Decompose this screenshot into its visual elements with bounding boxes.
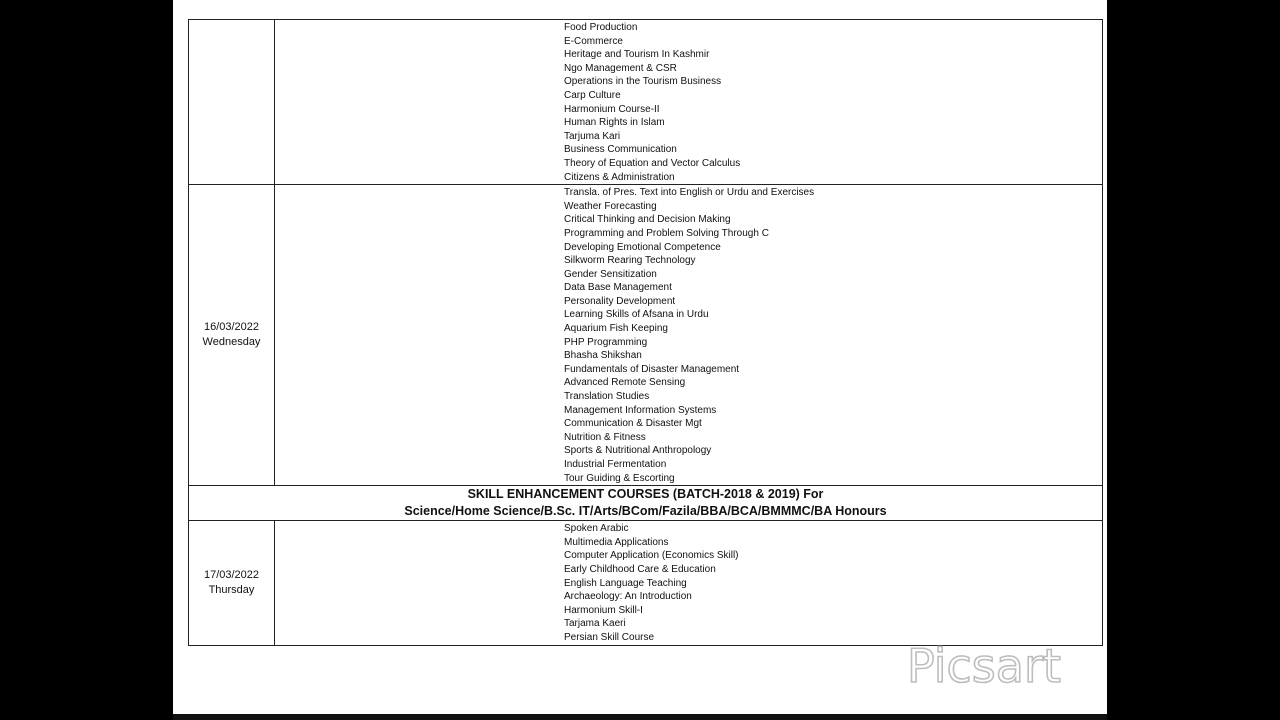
section-heading-row	[189, 486, 1103, 521]
course-item: Developing Emotional Competence	[564, 241, 721, 253]
course-item: Food Production	[564, 22, 638, 33]
watermark-text: Picsart	[907, 640, 1061, 692]
course-item: Data Base Management	[564, 282, 672, 294]
course-list	[564, 521, 1102, 644]
section-heading	[189, 486, 1103, 521]
courses-cell	[275, 20, 1103, 185]
course-item: Weather Forecasting	[564, 200, 657, 212]
course-item: Sports & Nutritional Anthropology	[564, 445, 712, 457]
course-item: PHP Programming	[564, 336, 648, 348]
course-item: Bhasha Shikshan	[564, 350, 642, 362]
courses-cell	[275, 185, 1103, 486]
course-item: Carp Culture	[564, 89, 621, 101]
course-item: Harmonium Skill-I	[564, 604, 643, 616]
course-item: Programming and Problem Solving Through C	[564, 227, 769, 239]
course-item: E-Commerce	[564, 35, 623, 47]
course-item: Heritage and Tourism In Kashmir	[564, 49, 710, 61]
schedule-row	[189, 521, 1103, 645]
course-item: Tarjuma Kari	[564, 130, 621, 142]
course-item: Persian Skill Course	[564, 631, 655, 643]
course-item: Aquarium Fish Keeping	[564, 323, 668, 335]
date-cell	[189, 521, 275, 645]
schedule-row	[189, 185, 1103, 486]
exam-date: 16/03/2022	[203, 321, 260, 334]
course-item: Learning Skills of Afsana in Urdu	[564, 309, 709, 321]
course-item: Tarjama Kaeri	[564, 618, 626, 630]
document-page	[173, 0, 1107, 720]
course-item: Computer Application (Economics Skill)	[564, 550, 739, 562]
course-item: Spoken Arabic	[564, 523, 629, 535]
bottom-bar	[173, 714, 1107, 720]
exam-schedule-table	[188, 19, 1103, 646]
exam-day: Wednesday	[202, 336, 261, 349]
course-item: Communication & Disaster Mgt	[564, 418, 702, 430]
exam-day: Thursday	[208, 583, 255, 596]
course-list	[564, 20, 1102, 184]
course-item: Advanced Remote Sensing	[564, 377, 686, 389]
course-item: Translation Studies	[564, 391, 650, 403]
course-item: Personality Development	[564, 295, 676, 307]
date-cell	[189, 185, 275, 486]
course-item: Silkworm Rearing Technology	[564, 255, 696, 267]
course-list	[564, 185, 1102, 485]
course-item: Critical Thinking and Decision Making	[564, 214, 731, 226]
course-item: Management Information Systems	[564, 404, 717, 416]
course-item: Harmonium Course-II	[564, 103, 660, 115]
exam-date: 17/03/2022	[203, 568, 260, 581]
picsart-watermark	[905, 640, 1095, 692]
course-item: Industrial Fermentation	[564, 459, 667, 470]
course-item: Nutrition & Fitness	[564, 431, 646, 443]
courses-cell	[275, 521, 1103, 645]
course-item: English Language Teaching	[564, 577, 687, 589]
course-item: Multimedia Applications	[564, 536, 669, 548]
course-item: Fundamentals of Disaster Management	[564, 363, 740, 375]
course-item: Human Rights in Islam	[564, 117, 665, 129]
course-item: Tour Guiding & Escorting	[564, 472, 675, 484]
course-item: Transla. of Pres. Text into English or Urdu and Exercises	[564, 187, 815, 199]
course-item: Theory of Equation and Vector Calculus	[564, 157, 741, 169]
section-heading-line2: Science/Home Science/B.Sc. IT/Arts/BCom/Fazila/BBA/BCA/BMMMC/BA Honours	[404, 504, 887, 519]
course-item: Gender Sensitization	[564, 268, 657, 280]
section-heading-line1: SKILL ENHANCEMENT COURSES (BATCH-2018 & 2019) For	[467, 487, 824, 502]
course-item: Archaeology: An Introduction	[564, 591, 692, 603]
course-item: Operations in the Tourism Business	[564, 76, 722, 88]
course-item: Citizens & Administration	[564, 171, 675, 183]
date-cell	[189, 20, 275, 185]
course-item: Ngo Management & CSR	[564, 62, 677, 74]
course-item: Business Communication	[564, 144, 677, 156]
schedule-row	[189, 20, 1103, 185]
course-item: Early Childhood Care & Education	[564, 563, 716, 575]
